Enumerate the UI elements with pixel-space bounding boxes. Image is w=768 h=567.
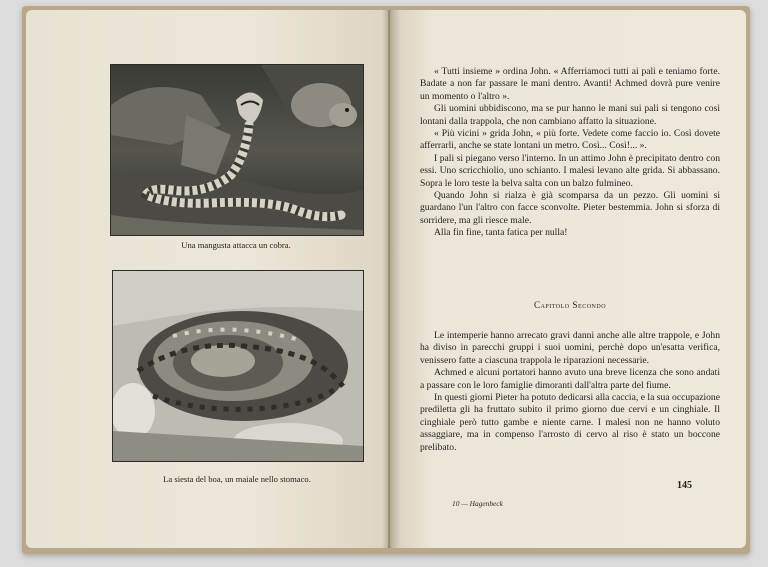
paragraph: Quando John si rialza è già scomparsa da un pezzo. Gli uomini si guardano l'un l'altro con facce sconvolte. Pieter bestemmia. John si sforza di sorridere, ma gli riesce male. — [420, 190, 720, 226]
paragraph: Le intemperie hanno arrecato gravi danni anche alle altre trappole, e John ha diviso in parecchi gruppi i suoi uomini, perchè dopo un'esatta verifica, venissero fatte a ciascuna trappola le riparazioni necessarie. — [420, 330, 720, 366]
paragraph: Gli uomini ubbidiscono, ma se pur hanno le mani sui pali si tengono così lontani dalla trappola, che non cambiano affatto la situazione. — [420, 103, 720, 127]
photo-boa — [112, 270, 364, 462]
caption-photo-1: Una mangusta attacca un cobra. — [181, 240, 291, 250]
paragraph: I pali si piegano verso l'interno. In un attimo John è precipitato dentro con essi. Uno scricchiolio, uno schianto. I malesi levano alte grida. Si abbassano. Sopra le loro teste la belva salta con un balzo fulmineo. — [420, 152, 720, 189]
signature-footer: 10 — Hagenbeck — [452, 499, 503, 508]
left-page — [26, 10, 388, 548]
book-gutter — [382, 10, 400, 548]
caption-photo-2: La siesta del boa, un maiale nello stomaco. — [163, 474, 311, 484]
page-number: 145 — [677, 480, 692, 491]
chapter-title: Capitolo Secondo — [533, 300, 607, 310]
open-book — [22, 6, 750, 554]
right-page — [390, 10, 746, 548]
paragraph: « Tutti insieme » ordina John. « Afferriamoci tutti ai pali e teniamo forte. Badate a non far passare le mani dentro. Avanti! Achmed dovrà pure venire un momento o l'altro ». — [420, 66, 720, 102]
paragraph: In questi giorni Pieter ha potuto dedicarsi alla caccia, e la sua occupazione prediletta gli ha fruttato subito il primo giorno due cervi e un cinghiale. Il cinghiale però tutto gambe e niente carne. I malesi non ne hanno voluto assaggiare, ma in compenso l'arrosto di cervo al riso è stato un boccone prelibato. — [420, 392, 720, 453]
body-text-section-2 — [420, 330, 720, 454]
paragraph: Achmed e alcuni portatori hanno avuto una breve licenza che sono andati a passare con le loro famiglie dimoranti dall'altra parte del fiume. — [420, 367, 720, 391]
body-text-section-1 — [420, 66, 720, 240]
photo-mongoose-cobra — [110, 64, 364, 236]
paragraph: « Più vicini » grida John, « più forte. Vedete come faccio io. Così dovete afferrarli, anche se state lontani un metro. Così... Così!... ». — [420, 128, 720, 152]
paragraph: Alla fin fine, tanta fatica per nulla! — [434, 227, 568, 239]
